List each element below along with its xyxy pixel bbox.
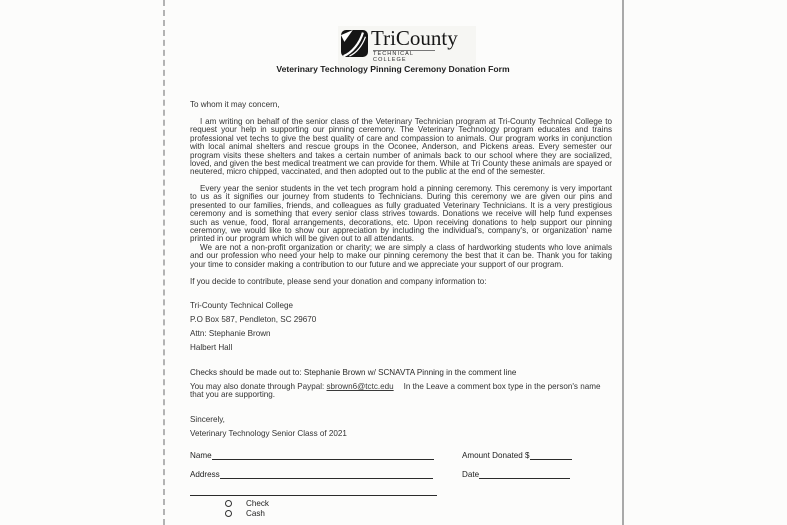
paragraph-appeal: We are not a non-profit organization or charity; we are simply a class of hardworking students who love animals and our profession who need your help to make our pinning ceremony the best that it can be. Thank you for taking your time to consider making a contribution to our future and we appreciate your support of our program. (190, 243, 612, 269)
date-field-row (462, 470, 570, 479)
logo-name: TriCounty (371, 26, 458, 50)
paypal-email-link: sbrown6@tctc.edu (326, 382, 394, 391)
scan-left-edge-artifact (163, 0, 165, 525)
circle-bullet-icon (225, 500, 232, 507)
mailing-address-line: Halbert Hall (190, 343, 233, 352)
logo-subtitle: TECHNICAL COLLEGE (373, 50, 435, 63)
name-field-row (190, 451, 434, 460)
logo-text (371, 28, 458, 63)
tricounty-logo (338, 26, 476, 68)
payment-option-check (225, 499, 269, 508)
address-fill-line-2 (190, 487, 437, 496)
mailing-address-line: Tri-County Technical College (190, 301, 294, 310)
payment-option-label: Cash (246, 509, 265, 518)
date-fill-line (479, 470, 570, 479)
checks-instruction: Checks should be made out to: Stephanie Brown w/ SCNAVTA Pinning in the comment line (190, 368, 517, 377)
salutation: To whom it may concern, (190, 100, 280, 109)
payment-option-label: Check (246, 499, 269, 508)
paypal-prefix: You may also donate through Paypal: (190, 382, 327, 391)
signature: Veterinary Technology Senior Class of 2021 (190, 429, 347, 438)
address-field-row (190, 470, 433, 479)
name-label: Name (190, 451, 212, 460)
tricounty-logo-icon (341, 30, 368, 57)
closing: Sincerely, (190, 415, 225, 424)
payment-option-cash (225, 509, 265, 518)
mailing-address-line: P.O Box 587, Pendleton, SC 29670 (190, 315, 317, 324)
page-title: Veterinary Technology Pinning Ceremony Donation Form (276, 64, 510, 74)
address-fill-line (220, 470, 433, 479)
name-fill-line (212, 451, 434, 460)
paypal-suffix: In the Leave a comment box type in the person's name that you are supporting. (190, 382, 601, 400)
paragraph-intro: I am writing on behalf of the senior class of the Veterinary Technician program at Tri-County Technical College to request your help in supporting our pinning ceremony. The Veterinary Technology program educates and trains professional vet techs to give the best quality of care and compassion to animals. Our program works in conjunction with local animal shelters and rescue groups in the Oconee, Anderson, and Pickens areas. Every semester our program visits these shelters and takes a certain number of animals back to our school where they are socialized, loved, and given the best medical treatment we can provide for them. While at Tri County these animals are spayed or neutered, micro chipped, vaccinated, and then adopted out to the public at the end of the semester. (190, 117, 612, 177)
address-overflow-line (190, 487, 437, 496)
mailing-address-line: Attn: Stephanie Brown (190, 329, 271, 338)
address-label: Address (190, 470, 220, 479)
circle-bullet-icon (225, 510, 232, 517)
paypal-instruction (190, 383, 612, 400)
amount-fill-line (530, 451, 572, 460)
amount-field-row (462, 451, 572, 460)
scan-right-edge-artifact (622, 0, 624, 525)
contribute-instruction: If you decide to contribute, please send your donation and company information to: (190, 277, 487, 286)
date-label: Date (462, 470, 480, 479)
paragraph-ceremony: Every year the senior students in the vet tech program hold a pinning ceremony. This ceremony is very important to us as it signifies our journey from students to Technicians. During this ceremony we are given our pins and presented to our families, friends, and colleagues as fully graduated Veterinary Technicians. It is a very prestigious ceremony and is something that every senior class strives towards. Donations we receive will help fund expenses such as venue, food, floral arrangements, decorations, etc. Upon receiving donations to help support our pinning ceremony, we would like to show our appreciation by including the individual's, company's, or organization' name printed in our program which will be given out to all attendants. (190, 184, 612, 244)
amount-label: Amount Donated $ (462, 451, 530, 460)
